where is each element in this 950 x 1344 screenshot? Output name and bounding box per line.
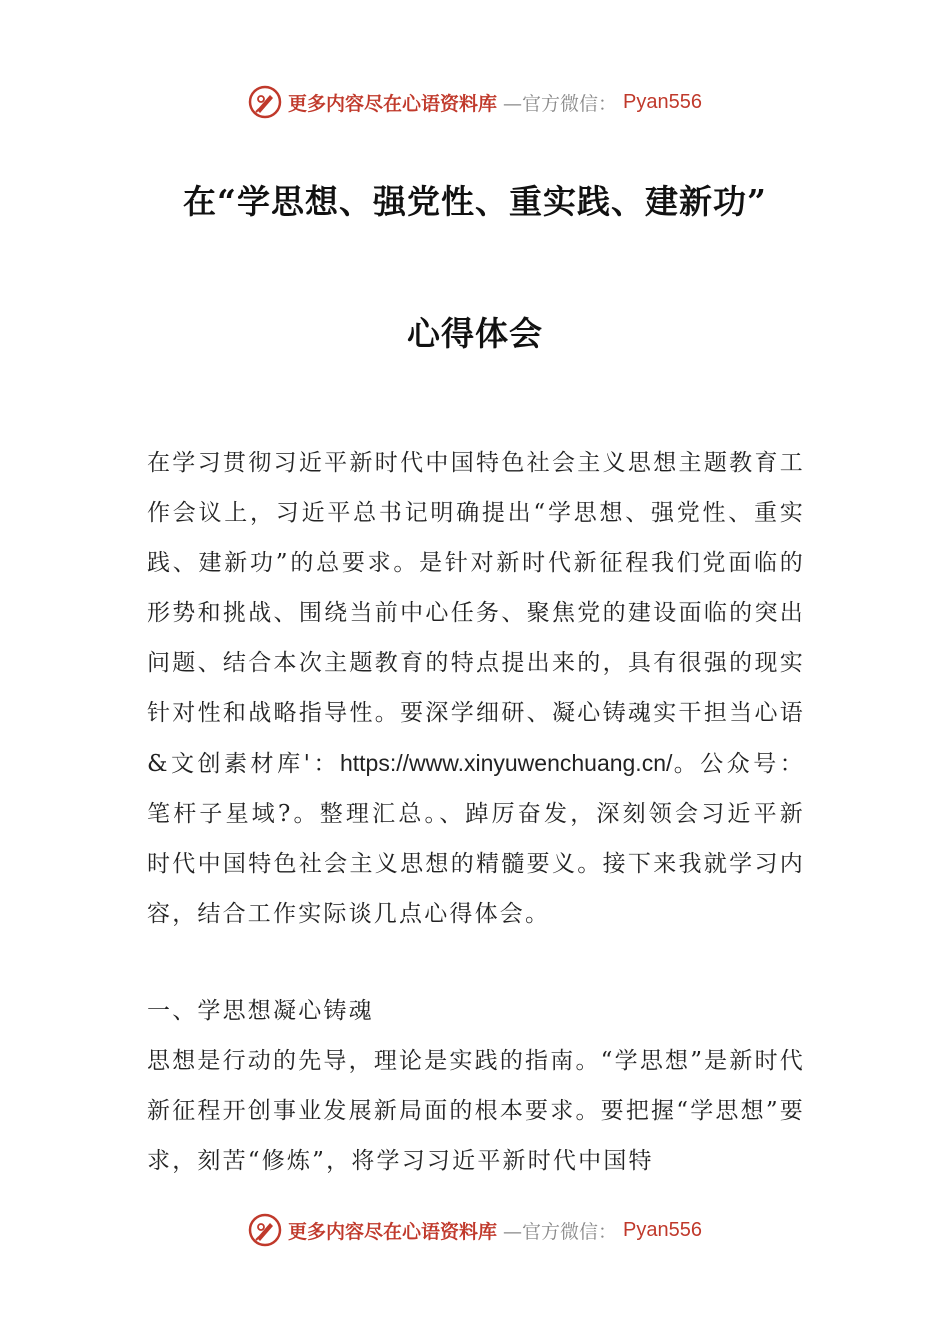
paragraph-1-text-a: 在学习贯彻习近平新时代中国特色社会主义思想主题教育工作会议上，习近平总书记明确提出“学思想、强党性、重实践、建新功”的总要求。是针对新时代新征程我们党面临的形势和挑战、围绕当前中心任务、聚焦党的建设面临的突出问题、结合本次主题教育的特点提出来的，具有很强的现实针对性和战略指导性。要深学细研、凝心铸魂实干担当心语&文创素材库'： xyxy=(147,450,805,777)
section-heading-1-text: 一、学思想凝心铸魂 xyxy=(147,998,374,1024)
document-title-line2: 心得体会 xyxy=(407,314,543,353)
watermark-text-wechat-label: —官方微信： xyxy=(503,1220,618,1243)
watermark-text-main: 更多内容尽在心语资料库 xyxy=(288,1220,498,1243)
website-link[interactable]: https://www.xinyuwenchuang.cn/ xyxy=(339,750,673,776)
watermark-text-wechat-id: Pyan556 xyxy=(623,90,702,113)
brand-logo-icon xyxy=(248,85,282,119)
body-paragraph-1 xyxy=(147,438,805,939)
watermark-text-wechat-id: Pyan556 xyxy=(623,1218,702,1241)
body-paragraph-2 xyxy=(147,1036,805,1186)
paragraph-1-text-b: 。公众号：笔杆子星域?。整理汇总。、踔厉奋发，深刻领会习近平新时代中国特色社会主义思想的精髓要义。接下来我就学习内容，结合工作实际谈几点心得体会。 xyxy=(147,751,806,927)
watermark-banner-top xyxy=(0,82,950,122)
watermark-text-main: 更多内容尽在心语资料库 xyxy=(288,92,498,115)
paragraph-2-text: 思想是行动的先导，理论是实践的指南。“学思想”是新时代新征程开创事业发展新局面的根本要求。要把握“学思想”要求，刻苦“修炼”，将学习习近平新时代中国特 xyxy=(147,1048,805,1174)
watermark-text-wechat-label: —官方微信： xyxy=(503,92,618,115)
document-title-line1: 在“学思想、强党性、重实践、建新功” xyxy=(183,182,767,221)
section-heading-1 xyxy=(147,986,805,1036)
watermark-banner-bottom xyxy=(0,1210,950,1250)
brand-logo-icon xyxy=(248,1213,282,1247)
